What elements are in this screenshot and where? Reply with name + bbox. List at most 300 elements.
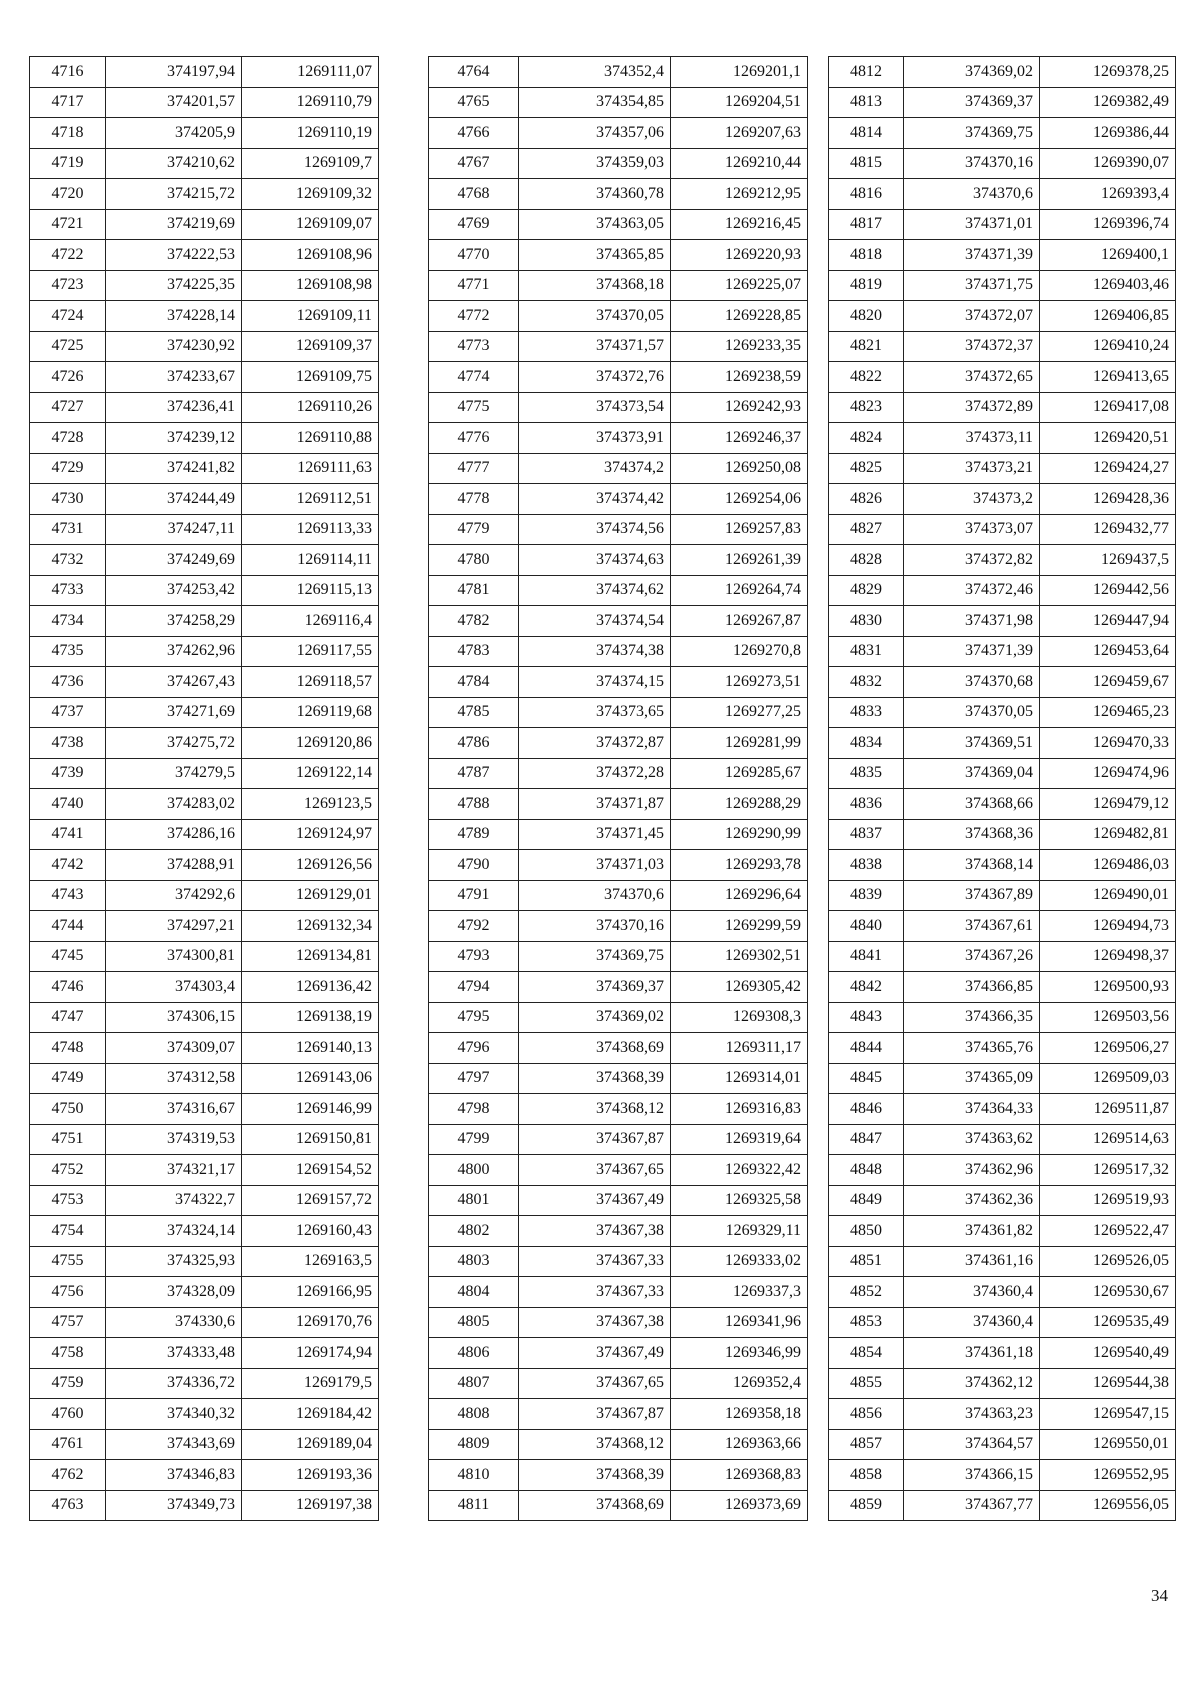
- x-coordinate-cell: 374374,54: [519, 606, 671, 637]
- table-row: [829, 575, 1176, 606]
- table-row: [429, 514, 808, 545]
- x-coordinate-cell: 374367,87: [519, 1399, 671, 1430]
- x-coordinate-cell: 374258,29: [106, 606, 242, 637]
- table-row: [30, 1002, 379, 1033]
- x-coordinate-cell: 374197,94: [106, 57, 242, 88]
- point-number-cell: 4743: [30, 880, 106, 911]
- x-coordinate-cell: 374328,09: [106, 1277, 242, 1308]
- point-number-cell: 4772: [429, 301, 519, 332]
- x-coordinate-cell: 374369,75: [519, 941, 671, 972]
- table-row: [30, 1246, 379, 1277]
- table-row: [429, 758, 808, 789]
- x-coordinate-cell: 374309,07: [106, 1033, 242, 1064]
- y-coordinate-cell: 1269261,39: [671, 545, 808, 576]
- x-coordinate-cell: 374367,89: [904, 880, 1040, 911]
- table-row: [30, 819, 379, 850]
- table-row: [30, 240, 379, 271]
- x-coordinate-cell: 374370,6: [519, 880, 671, 911]
- table-row: [829, 1063, 1176, 1094]
- y-coordinate-cell: 1269220,93: [671, 240, 808, 271]
- table-row: [429, 1429, 808, 1460]
- x-coordinate-cell: 374283,02: [106, 789, 242, 820]
- y-coordinate-cell: 1269424,27: [1040, 453, 1176, 484]
- x-coordinate-cell: 374367,33: [519, 1277, 671, 1308]
- table-row: [829, 697, 1176, 728]
- point-number-cell: 4829: [829, 575, 904, 606]
- y-coordinate-cell: 1269420,51: [1040, 423, 1176, 454]
- table-row: [829, 728, 1176, 759]
- table-row: [429, 1460, 808, 1491]
- y-coordinate-cell: 1269550,01: [1040, 1429, 1176, 1460]
- y-coordinate-cell: 1269535,49: [1040, 1307, 1176, 1338]
- y-coordinate-cell: 1269459,67: [1040, 667, 1176, 698]
- y-coordinate-cell: 1269207,63: [671, 118, 808, 149]
- point-number-cell: 4801: [429, 1185, 519, 1216]
- point-number-cell: 4817: [829, 209, 904, 240]
- point-number-cell: 4744: [30, 911, 106, 942]
- y-coordinate-cell: 1269453,64: [1040, 636, 1176, 667]
- y-coordinate-cell: 1269179,5: [242, 1368, 379, 1399]
- y-coordinate-cell: 1269556,05: [1040, 1490, 1176, 1521]
- y-coordinate-cell: 1269540,49: [1040, 1338, 1176, 1369]
- table-row: [30, 606, 379, 637]
- table-row: [30, 1490, 379, 1521]
- point-number-cell: 4783: [429, 636, 519, 667]
- y-coordinate-cell: 1269134,81: [242, 941, 379, 972]
- x-coordinate-cell: 374372,76: [519, 362, 671, 393]
- y-coordinate-cell: 1269479,12: [1040, 789, 1176, 820]
- y-coordinate-cell: 1269465,23: [1040, 697, 1176, 728]
- point-number-cell: 4719: [30, 148, 106, 179]
- point-number-cell: 4759: [30, 1368, 106, 1399]
- point-number-cell: 4832: [829, 667, 904, 698]
- x-coordinate-cell: 374306,15: [106, 1002, 242, 1033]
- x-coordinate-cell: 374228,14: [106, 301, 242, 332]
- x-coordinate-cell: 374279,5: [106, 758, 242, 789]
- point-number-cell: 4731: [30, 514, 106, 545]
- x-coordinate-cell: 374253,42: [106, 575, 242, 606]
- y-coordinate-cell: 1269154,52: [242, 1155, 379, 1186]
- x-coordinate-cell: 374362,36: [904, 1185, 1040, 1216]
- x-coordinate-cell: 374215,72: [106, 179, 242, 210]
- y-coordinate-cell: 1269108,96: [242, 240, 379, 271]
- x-coordinate-cell: 374369,02: [904, 57, 1040, 88]
- point-number-cell: 4788: [429, 789, 519, 820]
- point-number-cell: 4791: [429, 880, 519, 911]
- point-number-cell: 4856: [829, 1399, 904, 1430]
- table-row: [30, 148, 379, 179]
- x-coordinate-cell: 374360,4: [904, 1307, 1040, 1338]
- y-coordinate-cell: 1269503,56: [1040, 1002, 1176, 1033]
- y-coordinate-cell: 1269358,18: [671, 1399, 808, 1430]
- x-coordinate-cell: 374292,6: [106, 880, 242, 911]
- point-number-cell: 4757: [30, 1307, 106, 1338]
- x-coordinate-cell: 374368,12: [519, 1094, 671, 1125]
- y-coordinate-cell: 1269110,19: [242, 118, 379, 149]
- table-row: [829, 270, 1176, 301]
- point-number-cell: 4831: [829, 636, 904, 667]
- table-row: [829, 1307, 1176, 1338]
- point-number-cell: 4798: [429, 1094, 519, 1125]
- point-number-cell: 4724: [30, 301, 106, 332]
- y-coordinate-cell: 1269547,15: [1040, 1399, 1176, 1430]
- table-row: [829, 1338, 1176, 1369]
- x-coordinate-cell: 374366,35: [904, 1002, 1040, 1033]
- x-coordinate-cell: 374373,54: [519, 392, 671, 423]
- point-number-cell: 4825: [829, 453, 904, 484]
- point-number-cell: 4734: [30, 606, 106, 637]
- coordinate-table-1: [29, 56, 379, 1521]
- table-row: [429, 179, 808, 210]
- table-row: [829, 148, 1176, 179]
- x-coordinate-cell: 374367,49: [519, 1185, 671, 1216]
- y-coordinate-cell: 1269526,05: [1040, 1246, 1176, 1277]
- x-coordinate-cell: 374367,38: [519, 1216, 671, 1247]
- point-number-cell: 4848: [829, 1155, 904, 1186]
- point-number-cell: 4767: [429, 148, 519, 179]
- page-number: 34: [1151, 1586, 1168, 1605]
- y-coordinate-cell: 1269437,5: [1040, 545, 1176, 576]
- y-coordinate-cell: 1269486,03: [1040, 850, 1176, 881]
- table-row: [829, 636, 1176, 667]
- y-coordinate-cell: 1269150,81: [242, 1124, 379, 1155]
- y-coordinate-cell: 1269116,4: [242, 606, 379, 637]
- y-coordinate-cell: 1269442,56: [1040, 575, 1176, 606]
- table-row: [429, 575, 808, 606]
- x-coordinate-cell: 374372,82: [904, 545, 1040, 576]
- point-number-cell: 4792: [429, 911, 519, 942]
- y-coordinate-cell: 1269368,83: [671, 1460, 808, 1491]
- table-row: [30, 514, 379, 545]
- point-number-cell: 4839: [829, 880, 904, 911]
- y-coordinate-cell: 1269109,37: [242, 331, 379, 362]
- table-row: [829, 392, 1176, 423]
- x-coordinate-cell: 374368,69: [519, 1490, 671, 1521]
- point-number-cell: 4796: [429, 1033, 519, 1064]
- y-coordinate-cell: 1269299,59: [671, 911, 808, 942]
- point-number-cell: 4728: [30, 423, 106, 454]
- table-row: [829, 850, 1176, 881]
- point-number-cell: 4737: [30, 697, 106, 728]
- y-coordinate-cell: 1269341,96: [671, 1307, 808, 1338]
- table-row: [30, 941, 379, 972]
- table-row: [30, 331, 379, 362]
- table-row: [429, 972, 808, 1003]
- point-number-cell: 4830: [829, 606, 904, 637]
- point-number-cell: 4780: [429, 545, 519, 576]
- table-row: [30, 301, 379, 332]
- point-number-cell: 4741: [30, 819, 106, 850]
- y-coordinate-cell: 1269129,01: [242, 880, 379, 911]
- y-coordinate-cell: 1269417,08: [1040, 392, 1176, 423]
- point-number-cell: 4805: [429, 1307, 519, 1338]
- point-number-cell: 4835: [829, 758, 904, 789]
- point-number-cell: 4768: [429, 179, 519, 210]
- point-number-cell: 4789: [429, 819, 519, 850]
- table-row: [30, 1307, 379, 1338]
- y-coordinate-cell: 1269250,08: [671, 453, 808, 484]
- table-row: [30, 1460, 379, 1491]
- point-number-cell: 4837: [829, 819, 904, 850]
- table-row: [829, 1368, 1176, 1399]
- x-coordinate-cell: 374372,37: [904, 331, 1040, 362]
- table-row: [429, 789, 808, 820]
- x-coordinate-cell: 374271,69: [106, 697, 242, 728]
- table-row: [30, 1216, 379, 1247]
- point-number-cell: 4765: [429, 87, 519, 118]
- table-row: [429, 1124, 808, 1155]
- x-coordinate-cell: 374371,39: [904, 240, 1040, 271]
- point-number-cell: 4816: [829, 179, 904, 210]
- x-coordinate-cell: 374361,18: [904, 1338, 1040, 1369]
- table-row: [429, 1185, 808, 1216]
- y-coordinate-cell: 1269373,69: [671, 1490, 808, 1521]
- y-coordinate-cell: 1269146,99: [242, 1094, 379, 1125]
- table-row: [829, 484, 1176, 515]
- point-number-cell: 4809: [429, 1429, 519, 1460]
- x-coordinate-cell: 374371,03: [519, 850, 671, 881]
- x-coordinate-cell: 374367,33: [519, 1246, 671, 1277]
- y-coordinate-cell: 1269406,85: [1040, 301, 1176, 332]
- table-row: [30, 1094, 379, 1125]
- point-number-cell: 4756: [30, 1277, 106, 1308]
- table-row: [429, 453, 808, 484]
- x-coordinate-cell: 374363,05: [519, 209, 671, 240]
- table-row: [429, 1063, 808, 1094]
- x-coordinate-cell: 374286,16: [106, 819, 242, 850]
- x-coordinate-cell: 374372,89: [904, 392, 1040, 423]
- table-row: [829, 1460, 1176, 1491]
- y-coordinate-cell: 1269138,19: [242, 1002, 379, 1033]
- table-row: [429, 1033, 808, 1064]
- table-row: [829, 1124, 1176, 1155]
- table-row: [30, 392, 379, 423]
- table-row: [30, 1368, 379, 1399]
- x-coordinate-cell: 374361,82: [904, 1216, 1040, 1247]
- point-number-cell: 4773: [429, 331, 519, 362]
- point-number-cell: 4850: [829, 1216, 904, 1247]
- y-coordinate-cell: 1269413,65: [1040, 362, 1176, 393]
- table-row: [429, 1338, 808, 1369]
- x-coordinate-cell: 374374,56: [519, 514, 671, 545]
- point-number-cell: 4750: [30, 1094, 106, 1125]
- y-coordinate-cell: 1269390,07: [1040, 148, 1176, 179]
- table-row: [30, 1185, 379, 1216]
- point-number-cell: 4819: [829, 270, 904, 301]
- y-coordinate-cell: 1269273,51: [671, 667, 808, 698]
- y-coordinate-cell: 1269225,07: [671, 270, 808, 301]
- table-row: [429, 331, 808, 362]
- x-coordinate-cell: 374297,21: [106, 911, 242, 942]
- y-coordinate-cell: 1269552,95: [1040, 1460, 1176, 1491]
- x-coordinate-cell: 374372,87: [519, 728, 671, 759]
- point-number-cell: 4779: [429, 514, 519, 545]
- table-row: [30, 758, 379, 789]
- y-coordinate-cell: 1269157,72: [242, 1185, 379, 1216]
- table-row: [30, 362, 379, 393]
- table-row: [429, 362, 808, 393]
- x-coordinate-cell: 374369,75: [904, 118, 1040, 149]
- x-coordinate-cell: 374319,53: [106, 1124, 242, 1155]
- x-coordinate-cell: 374374,62: [519, 575, 671, 606]
- point-number-cell: 4782: [429, 606, 519, 637]
- point-number-cell: 4776: [429, 423, 519, 454]
- x-coordinate-cell: 374312,58: [106, 1063, 242, 1094]
- y-coordinate-cell: 1269193,36: [242, 1460, 379, 1491]
- y-coordinate-cell: 1269113,33: [242, 514, 379, 545]
- table-row: [30, 636, 379, 667]
- table-row: [829, 789, 1176, 820]
- table-row: [429, 606, 808, 637]
- table-row: [429, 1155, 808, 1186]
- point-number-cell: 4828: [829, 545, 904, 576]
- point-number-cell: 4716: [30, 57, 106, 88]
- x-coordinate-cell: 374368,36: [904, 819, 1040, 850]
- y-coordinate-cell: 1269118,57: [242, 667, 379, 698]
- point-number-cell: 4812: [829, 57, 904, 88]
- x-coordinate-cell: 374367,38: [519, 1307, 671, 1338]
- y-coordinate-cell: 1269114,11: [242, 545, 379, 576]
- y-coordinate-cell: 1269122,14: [242, 758, 379, 789]
- y-coordinate-cell: 1269490,01: [1040, 880, 1176, 911]
- table-row: [829, 941, 1176, 972]
- table-row: [429, 87, 808, 118]
- x-coordinate-cell: 374373,07: [904, 514, 1040, 545]
- x-coordinate-cell: 374373,11: [904, 423, 1040, 454]
- y-coordinate-cell: 1269500,93: [1040, 972, 1176, 1003]
- table-row: [429, 667, 808, 698]
- y-coordinate-cell: 1269143,06: [242, 1063, 379, 1094]
- point-number-cell: 4827: [829, 514, 904, 545]
- y-coordinate-cell: 1269506,27: [1040, 1033, 1176, 1064]
- y-coordinate-cell: 1269519,93: [1040, 1185, 1176, 1216]
- x-coordinate-cell: 374374,2: [519, 453, 671, 484]
- x-coordinate-cell: 374324,14: [106, 1216, 242, 1247]
- table-row: [429, 423, 808, 454]
- y-coordinate-cell: 1269382,49: [1040, 87, 1176, 118]
- y-coordinate-cell: 1269109,75: [242, 362, 379, 393]
- point-number-cell: 4721: [30, 209, 106, 240]
- point-number-cell: 4800: [429, 1155, 519, 1186]
- x-coordinate-cell: 374366,15: [904, 1460, 1040, 1491]
- table-row: [829, 362, 1176, 393]
- x-coordinate-cell: 374370,16: [519, 911, 671, 942]
- table-row: [429, 1216, 808, 1247]
- point-number-cell: 4838: [829, 850, 904, 881]
- table-row: [429, 1002, 808, 1033]
- x-coordinate-cell: 374321,17: [106, 1155, 242, 1186]
- table-row: [30, 87, 379, 118]
- point-number-cell: 4826: [829, 484, 904, 515]
- x-coordinate-cell: 374288,91: [106, 850, 242, 881]
- y-coordinate-cell: 1269228,85: [671, 301, 808, 332]
- table-row: [30, 1277, 379, 1308]
- table-row: [429, 1094, 808, 1125]
- x-coordinate-cell: 374368,12: [519, 1429, 671, 1460]
- x-coordinate-cell: 374367,26: [904, 941, 1040, 972]
- x-coordinate-cell: 374352,4: [519, 57, 671, 88]
- x-coordinate-cell: 374367,65: [519, 1155, 671, 1186]
- point-number-cell: 4777: [429, 453, 519, 484]
- y-coordinate-cell: 1269293,78: [671, 850, 808, 881]
- table-row: [429, 941, 808, 972]
- point-number-cell: 4822: [829, 362, 904, 393]
- table-row: [30, 911, 379, 942]
- point-number-cell: 4781: [429, 575, 519, 606]
- y-coordinate-cell: 1269119,68: [242, 697, 379, 728]
- y-coordinate-cell: 1269140,13: [242, 1033, 379, 1064]
- x-coordinate-cell: 374354,85: [519, 87, 671, 118]
- table-row: [429, 1368, 808, 1399]
- point-number-cell: 4846: [829, 1094, 904, 1125]
- table-row: [829, 606, 1176, 637]
- point-number-cell: 4834: [829, 728, 904, 759]
- point-number-cell: 4722: [30, 240, 106, 271]
- point-number-cell: 4799: [429, 1124, 519, 1155]
- table-row: [829, 1399, 1176, 1430]
- x-coordinate-cell: 374369,37: [904, 87, 1040, 118]
- y-coordinate-cell: 1269109,11: [242, 301, 379, 332]
- table-row: [829, 911, 1176, 942]
- x-coordinate-cell: 374233,67: [106, 362, 242, 393]
- table-row: [429, 240, 808, 271]
- x-coordinate-cell: 374222,53: [106, 240, 242, 271]
- x-coordinate-cell: 374368,39: [519, 1460, 671, 1491]
- table-row: [30, 57, 379, 88]
- point-number-cell: 4753: [30, 1185, 106, 1216]
- y-coordinate-cell: 1269378,25: [1040, 57, 1176, 88]
- table-row: [30, 209, 379, 240]
- table-row: [429, 270, 808, 301]
- point-number-cell: 4815: [829, 148, 904, 179]
- x-coordinate-cell: 374367,61: [904, 911, 1040, 942]
- x-coordinate-cell: 374368,18: [519, 270, 671, 301]
- table-row: [429, 636, 808, 667]
- x-coordinate-cell: 374370,05: [519, 301, 671, 332]
- point-number-cell: 4758: [30, 1338, 106, 1369]
- point-number-cell: 4725: [30, 331, 106, 362]
- y-coordinate-cell: 1269109,7: [242, 148, 379, 179]
- y-coordinate-cell: 1269325,58: [671, 1185, 808, 1216]
- table-row: [429, 1277, 808, 1308]
- table-row: [30, 1338, 379, 1369]
- point-number-cell: 4748: [30, 1033, 106, 1064]
- x-coordinate-cell: 374357,06: [519, 118, 671, 149]
- coordinate-table-3: [828, 56, 1176, 1521]
- y-coordinate-cell: 1269470,33: [1040, 728, 1176, 759]
- x-coordinate-cell: 374367,77: [904, 1490, 1040, 1521]
- table-row: [829, 1216, 1176, 1247]
- point-number-cell: 4821: [829, 331, 904, 362]
- y-coordinate-cell: 1269109,32: [242, 179, 379, 210]
- x-coordinate-cell: 374343,69: [106, 1429, 242, 1460]
- table-row: [829, 1094, 1176, 1125]
- x-coordinate-cell: 374201,57: [106, 87, 242, 118]
- x-coordinate-cell: 374244,49: [106, 484, 242, 515]
- point-number-cell: 4739: [30, 758, 106, 789]
- x-coordinate-cell: 374374,38: [519, 636, 671, 667]
- point-number-cell: 4720: [30, 179, 106, 210]
- table-row: [429, 850, 808, 881]
- y-coordinate-cell: 1269115,13: [242, 575, 379, 606]
- y-coordinate-cell: 1269246,37: [671, 423, 808, 454]
- y-coordinate-cell: 1269112,51: [242, 484, 379, 515]
- table-row: [30, 697, 379, 728]
- table-row: [429, 545, 808, 576]
- y-coordinate-cell: 1269319,64: [671, 1124, 808, 1155]
- y-coordinate-cell: 1269123,5: [242, 789, 379, 820]
- point-number-cell: 4732: [30, 545, 106, 576]
